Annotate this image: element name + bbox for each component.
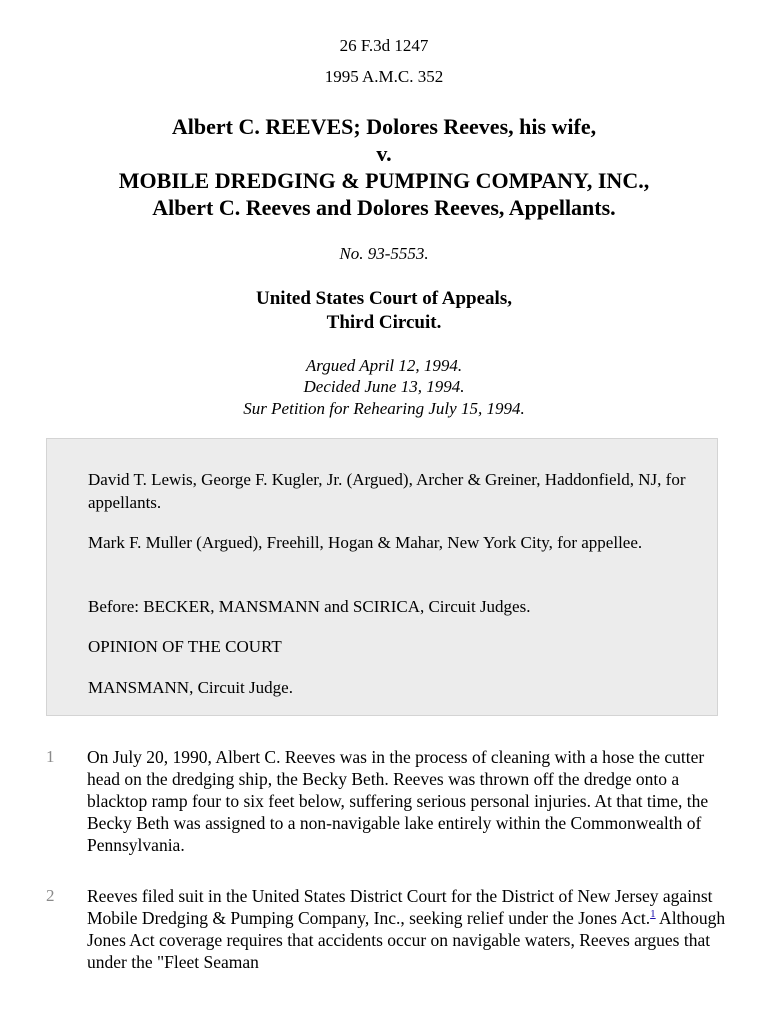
paragraph-text: On July 20, 1990, Albert C. Reeves was in the process of cleaning with a hose the cutter head on the dredging ship, the Becky Beth. Reeves was thrown off the dredge onto a blacktop ramp four to six feet below, suffering serious personal injuries. At that time, the Becky Beth was assigned to a non-navigable lake entirely within the Commonwealth of Pennsylvania. <box>87 747 709 855</box>
paragraph-text-part: Reeves filed suit in the United States District Court for the District of New Jersey against Mobile Dredging & Pumping Company, Inc., seeking relief under the Jones Act. <box>87 886 713 928</box>
opinion-heading: OPINION OF THE COURT <box>88 637 282 656</box>
paragraph-number: 1 <box>46 747 55 766</box>
decided-date: Decided June 13, 1994. <box>303 377 465 396</box>
rehearing-date: Sur Petition for Rehearing July 15, 1994. <box>243 399 525 418</box>
caption-versus: v. <box>376 141 392 166</box>
appellants-counsel: David T. Lewis, George F. Kugler, Jr. (Argued), Archer & Greiner, Haddonfield, NJ, for appellants. <box>88 470 686 512</box>
appellee-counsel: Mark F. Muller (Argued), Freehill, Hogan & Mahar, New York City, for appellee. <box>88 533 643 552</box>
court-circuit: Third Circuit. <box>326 312 442 333</box>
paragraph-text-part: Although Jones Act coverage requires that accidents occur on navigable waters, Reeves argues that under the "Fleet Seaman <box>87 908 726 972</box>
caption-parties-line4: Albert C. Reeves and Dolores Reeves, Appellants. <box>152 195 616 220</box>
argued-date: Argued April 12, 1994. <box>305 356 463 375</box>
caption-parties-line1: Albert C. REEVES; Dolores Reeves, his wife, <box>171 114 597 139</box>
reporter-citation: 26 F.3d 1247 <box>339 36 429 55</box>
amc-citation: 1995 A.M.C. 352 <box>324 67 444 86</box>
docket-number: No. 93-5553. <box>339 244 429 263</box>
footnote-link[interactable]: 1 <box>650 908 656 921</box>
counsel-box <box>46 438 718 716</box>
opinion-author: MANSMANN, Circuit Judge. <box>88 678 293 697</box>
panel-judges: Before: BECKER, MANSMANN and SCIRICA, Circuit Judges. <box>88 597 531 616</box>
court-name: United States Court of Appeals, <box>256 288 512 309</box>
caption-parties-line3: MOBILE DREDGING & PUMPING COMPANY, INC., <box>118 168 650 193</box>
paragraph-number: 2 <box>46 886 55 905</box>
paragraph-text <box>87 885 727 973</box>
